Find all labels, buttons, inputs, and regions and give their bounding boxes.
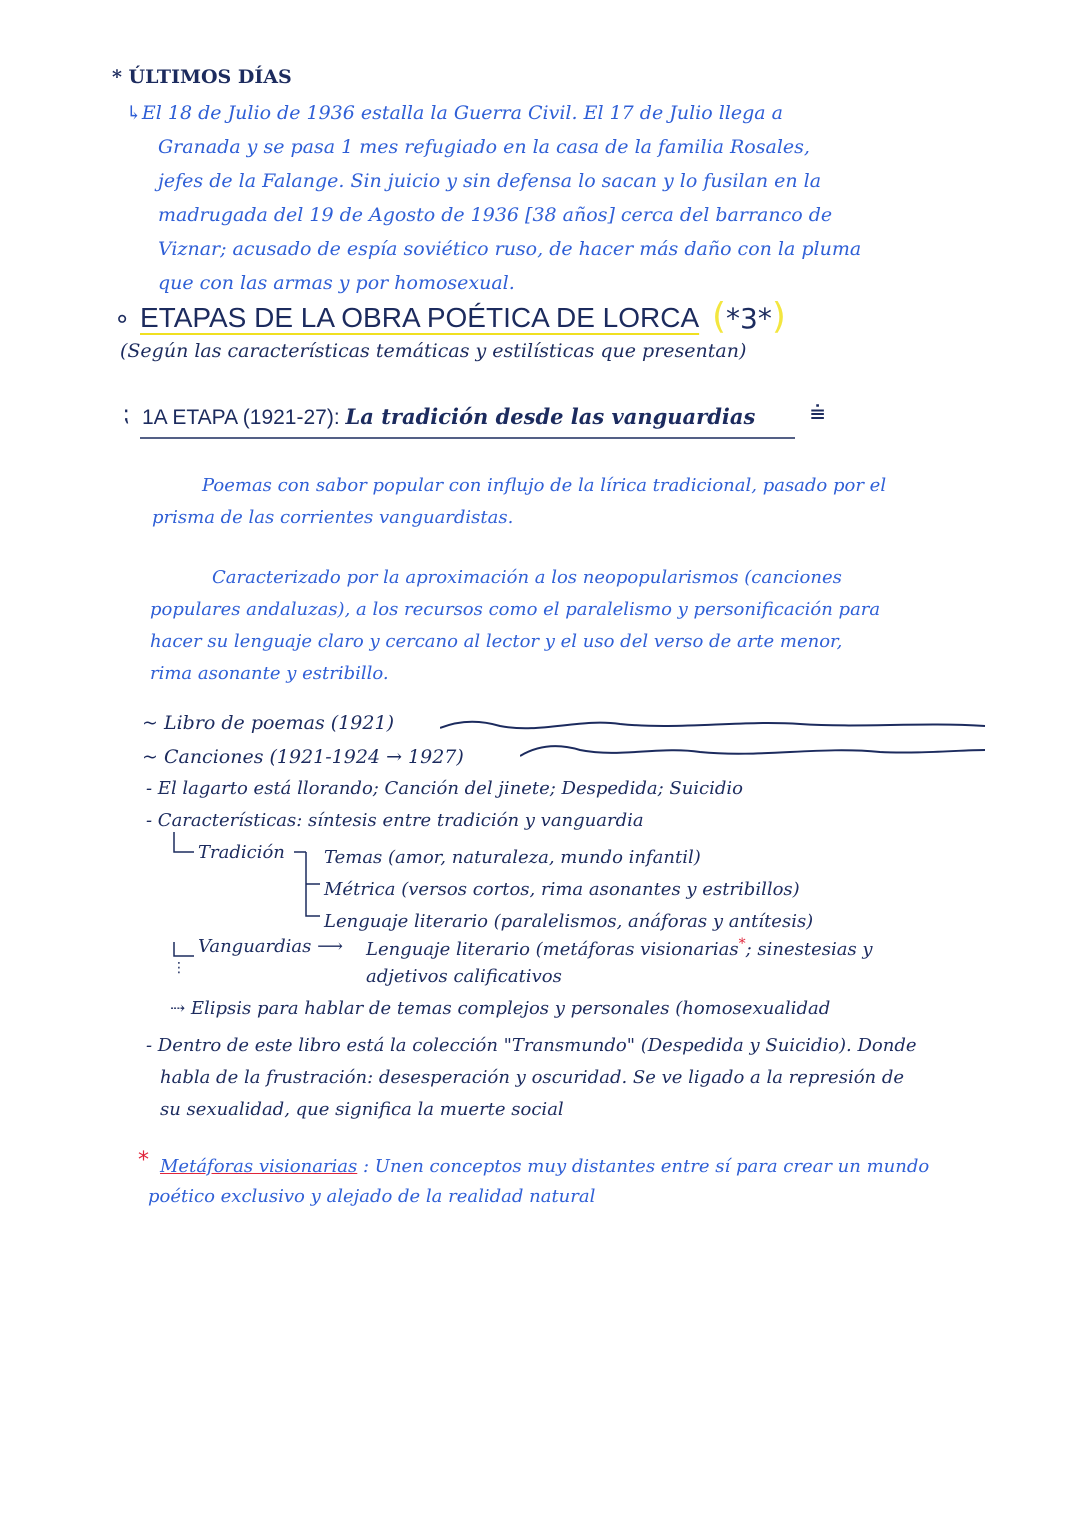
poems-list: - El lagarto está llorando; Canción del jinete; Despedida; Suicidio: [146, 778, 744, 799]
tradicion-items: [324, 842, 813, 938]
book-libro-de-poemas: ~ Libro de poemas (1921): [142, 712, 394, 734]
wavy-line: [440, 716, 990, 736]
text-line: Poemas con sabor popular con influjo de la lírica tradicional, pasado por el: [202, 475, 887, 496]
subtitle: (Según las características temáticas y estilísticas que presentan): [120, 340, 747, 362]
stage-underline: [140, 435, 800, 441]
ultimos-dias-text: [126, 96, 861, 300]
footnote-line-2: poético exclusivo y alejado de la realidad natural: [148, 1186, 596, 1207]
text-line: hacer su lenguaje claro y cercano al lector y el uso del verso de arte menor,: [150, 631, 843, 652]
stage-title: La tradición desde las vanguardias: [345, 404, 756, 429]
text-line: habla de la frustración: desesperación y oscuridad. Se ve ligado a la represión de: [160, 1067, 905, 1088]
tradicion-label: Tradición: [198, 842, 285, 863]
list-item: Lenguaje literario (paralelismos, anáforas y antítesis): [324, 911, 814, 932]
vanguardia-label: Vanguardias ⟶: [198, 936, 343, 957]
text-line: jefes de la Falange. Sin juicio y sin defensa lo sacan y lo fusilan en la: [158, 170, 822, 192]
footnote-line-1: Metáforas visionarias : Unen conceptos muy distantes entre sí para crear un mundo: [160, 1156, 930, 1177]
book-canciones: ~ Canciones (1921-1924 → 1927): [142, 746, 464, 768]
equals-mark-icon: ⩧: [810, 398, 826, 428]
badge: (*3*): [712, 296, 786, 337]
stage-header: [142, 404, 755, 430]
list-item: Métrica (versos cortos, rima asonantes y estribillos): [324, 879, 800, 900]
text-line: rima asonante y estribillo.: [150, 663, 389, 684]
features-intro: - Características: síntesis entre tradición y vanguardia: [146, 810, 644, 831]
text-line: Granada y se pasa 1 mes refugiado en la casa de la familia Rosales,: [158, 136, 810, 158]
text-line: prisma de las corrientes vanguardistas.: [152, 507, 514, 528]
text-line: populares andaluzas), a los recursos como el paralelismo y personificación para: [150, 599, 881, 620]
vanguardia-line-2: adjetivos calificativos: [366, 966, 562, 987]
arrow-icon: ⁏: [122, 402, 130, 427]
wavy-line: [520, 740, 990, 764]
dotted-arrow-icon: ⇢: [170, 998, 186, 1019]
bullet-icon: ∘: [114, 304, 131, 334]
text-line: que con las armas y por homosexual.: [158, 272, 515, 294]
text-line: - Dentro de este libro está la colección "Transmundo" (Despedida y Suicidio). Donde: [146, 1035, 917, 1056]
vanguardia-line-1: Lenguaje literario (metáforas visionarias*; sinestesias y: [366, 936, 873, 960]
text-line: Viznar; acusado de espía soviético ruso, de hacer más daño con la pluma: [158, 238, 862, 260]
elipsis-line: ⇢ Elipsis para hablar de temas complejos y personales (homosexualidad: [170, 998, 831, 1019]
text-line: ↳El 18 de Julio de 1936 estalla la Guerra Civil. El 17 de Julio llega a: [126, 102, 783, 124]
arrow-right-icon: ⟶: [317, 936, 343, 957]
paragraph-2: [150, 562, 880, 690]
dotted-connector: ⋮: [172, 960, 186, 976]
text-line: madrugada del 19 de Agosto de 1936 [38 años] cerca del barranco de: [158, 204, 833, 226]
text-line: Caracterizado por la aproximación a los neopopularismos (canciones: [212, 567, 842, 588]
list-item: Temas (amor, naturaleza, mundo infantil): [324, 847, 701, 868]
transmundo-paragraph: [146, 1030, 917, 1126]
section-title-etapas: ETAPAS DE LA OBRA POÉTICA DE LORCA: [140, 302, 700, 333]
asterisk-icon: *: [738, 936, 746, 952]
text-line: su sexualidad, que significa la muerte social: [160, 1099, 564, 1120]
section-title-ultimos-dias: * ÚLTIMOS DÍAS: [112, 66, 292, 88]
stage-label: 1A ETAPA (1921-27):: [142, 406, 340, 429]
paragraph-1: [152, 470, 886, 534]
footnote-mark: *: [138, 1148, 149, 1173]
footnote-term: Metáforas visionarias: [160, 1156, 358, 1177]
